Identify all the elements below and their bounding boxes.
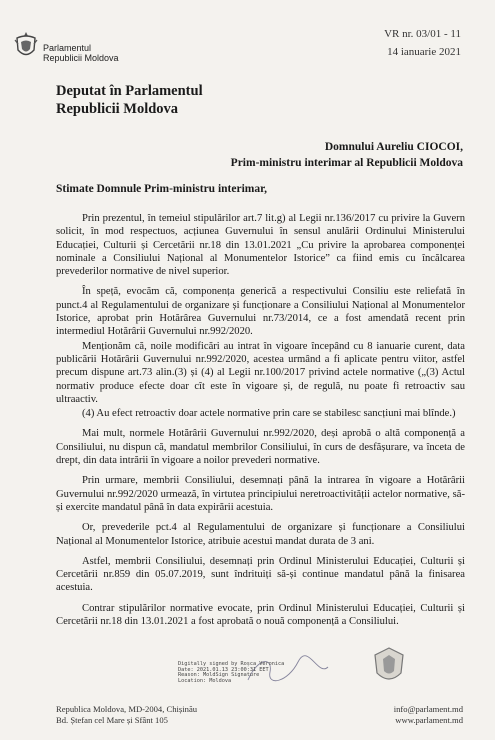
address-line1: Republica Moldova, MD-2004, Chișinău — [56, 704, 198, 714]
body-paragraph: Menționăm că, noile modificări au intrat în vigoare începând cu 8 ianuarie curent, data publicării Hotărârii Guvernului nr.992/2020, acestea urmând a fi aplicate pentru viitor, astfel precum dispune art.73 alin.(3) și (4) al Legii nr.100/2017 privind actele normative („(3) Actul normativ produce efecte doar cît este în vigoare și, de regulă, nu poate fi retroactiv sau ultraactiv. — [56, 340, 465, 405]
body-paragraph: În speță, evocăm că, componența generică a respectivului Consiliu este reliefată în punct.4 al Regulamentului de organizare și funcționare a Consiliului Național al Monumentelor Istorice, aprobat prin Hotărârea Guvernului nr.73/2014, ce a fost amendată recent prin intermediul Hotărârii Guvernului nr.992/2020. — [56, 286, 465, 338]
letter-date: 14 ianuarie 2021 — [387, 46, 461, 58]
parliament-name-line2: Republicii Moldova — [43, 53, 119, 63]
parliament-seal-icon — [370, 645, 408, 687]
recipient-block — [231, 139, 463, 171]
signature-line: Location: Moldova — [178, 677, 232, 684]
digital-signature — [178, 662, 284, 684]
letter-body — [56, 212, 465, 635]
sender-line1: Deputat în Parlamentul — [56, 83, 203, 99]
email-link[interactable]: info@parlament.md — [393, 704, 463, 714]
body-paragraph: Contrar stipulărilor normative evocate, prin Ordinul Ministerului Educației, Culturii și Cercetării nr.18 din 13.01.2021 a fost aprobată o nouă componență a Consiliului. — [56, 602, 465, 628]
body-paragraph: Prin prezentul, în temeiul stipulărilor art.7 lit.g) al Legii nr.136/2017 cu privire la Guvern solicit, în mod respectuos, acțiunea Guvernului în sensul anulării Ordinului Ministerului Educației, Culturii și Cercetării nr.18 din 13.01.2021 „Cu privire la aprobarea componenței nominale a Consiliului Național al Monumentelor Istorice” ca fiind emis cu încălcarea prevederilor normative de nivel superior. — [56, 213, 465, 278]
reference-number: VR nr. 03/01 - 11 — [384, 28, 461, 40]
recipient-name: Domnului Aureliu CIOCOI, — [324, 141, 463, 153]
recipient-title: Prim-ministru interimar al Republicii Moldova — [230, 157, 463, 169]
footer-address — [56, 704, 197, 726]
signature-line: Digitally signed by Roșca Veronica — [178, 661, 285, 667]
address-line2: Bd. Ștefan cel Mare și Sfânt 105 — [56, 715, 168, 725]
body-paragraph: Mai mult, normele Hotărârii Guvernului nr.992/2020, deși aprobă o altă componență a Consiliului, nu dispun că, mandatul membrilor Consiliului, în curs de desfășurare, va înceta de drept, din data intrării în vigoare a noilor prevederi normative. — [56, 428, 465, 467]
body-paragraph: Or, prevederile pct.4 al Regulamentului de organizare și funcționare a Consiliului Național al Monumentelor Istorice, atribuie acestui mandat durata de 3 ani. — [56, 522, 465, 547]
signature-line: Reason: MoldSign Signature — [178, 672, 260, 679]
signature-line: Date: 2021.01.13 23:00:31 EET — [178, 666, 269, 673]
parliament-name — [43, 43, 119, 63]
sender-title — [56, 82, 203, 118]
footer-contact — [394, 704, 463, 726]
body-paragraph: Astfel, membrii Consiliului, desemnați prin Ordinul Ministerului Educației, Culturii și Cercetării nr.859 din 05.07.2019, sunt îndrituiți să-și continue mandatul până la finisarea acestuia. — [56, 555, 465, 594]
parliament-name-line1: Parlamentul — [43, 43, 92, 53]
salutation: Stimate Domnule Prim-ministru interimar, — [56, 183, 268, 195]
body-paragraph: Prin urmare, membrii Consiliului, desemnați până la intrarea în vigoare a Hotărârii Guvernului nr.992/2020 urmează, în virtutea principiului neretroactivității actelor normative, să-și exercite mandatul până în data expirării acestuia. — [56, 475, 465, 513]
coat-of-arms-icon — [14, 30, 38, 60]
sender-line2: Republicii Moldova — [56, 101, 179, 117]
website-link[interactable]: www.parlament.md — [395, 715, 463, 725]
body-paragraph: (4) Au efect retroactiv doar actele normative prin care se stabilesc sancțiuni mai blînde.) — [82, 408, 456, 420]
